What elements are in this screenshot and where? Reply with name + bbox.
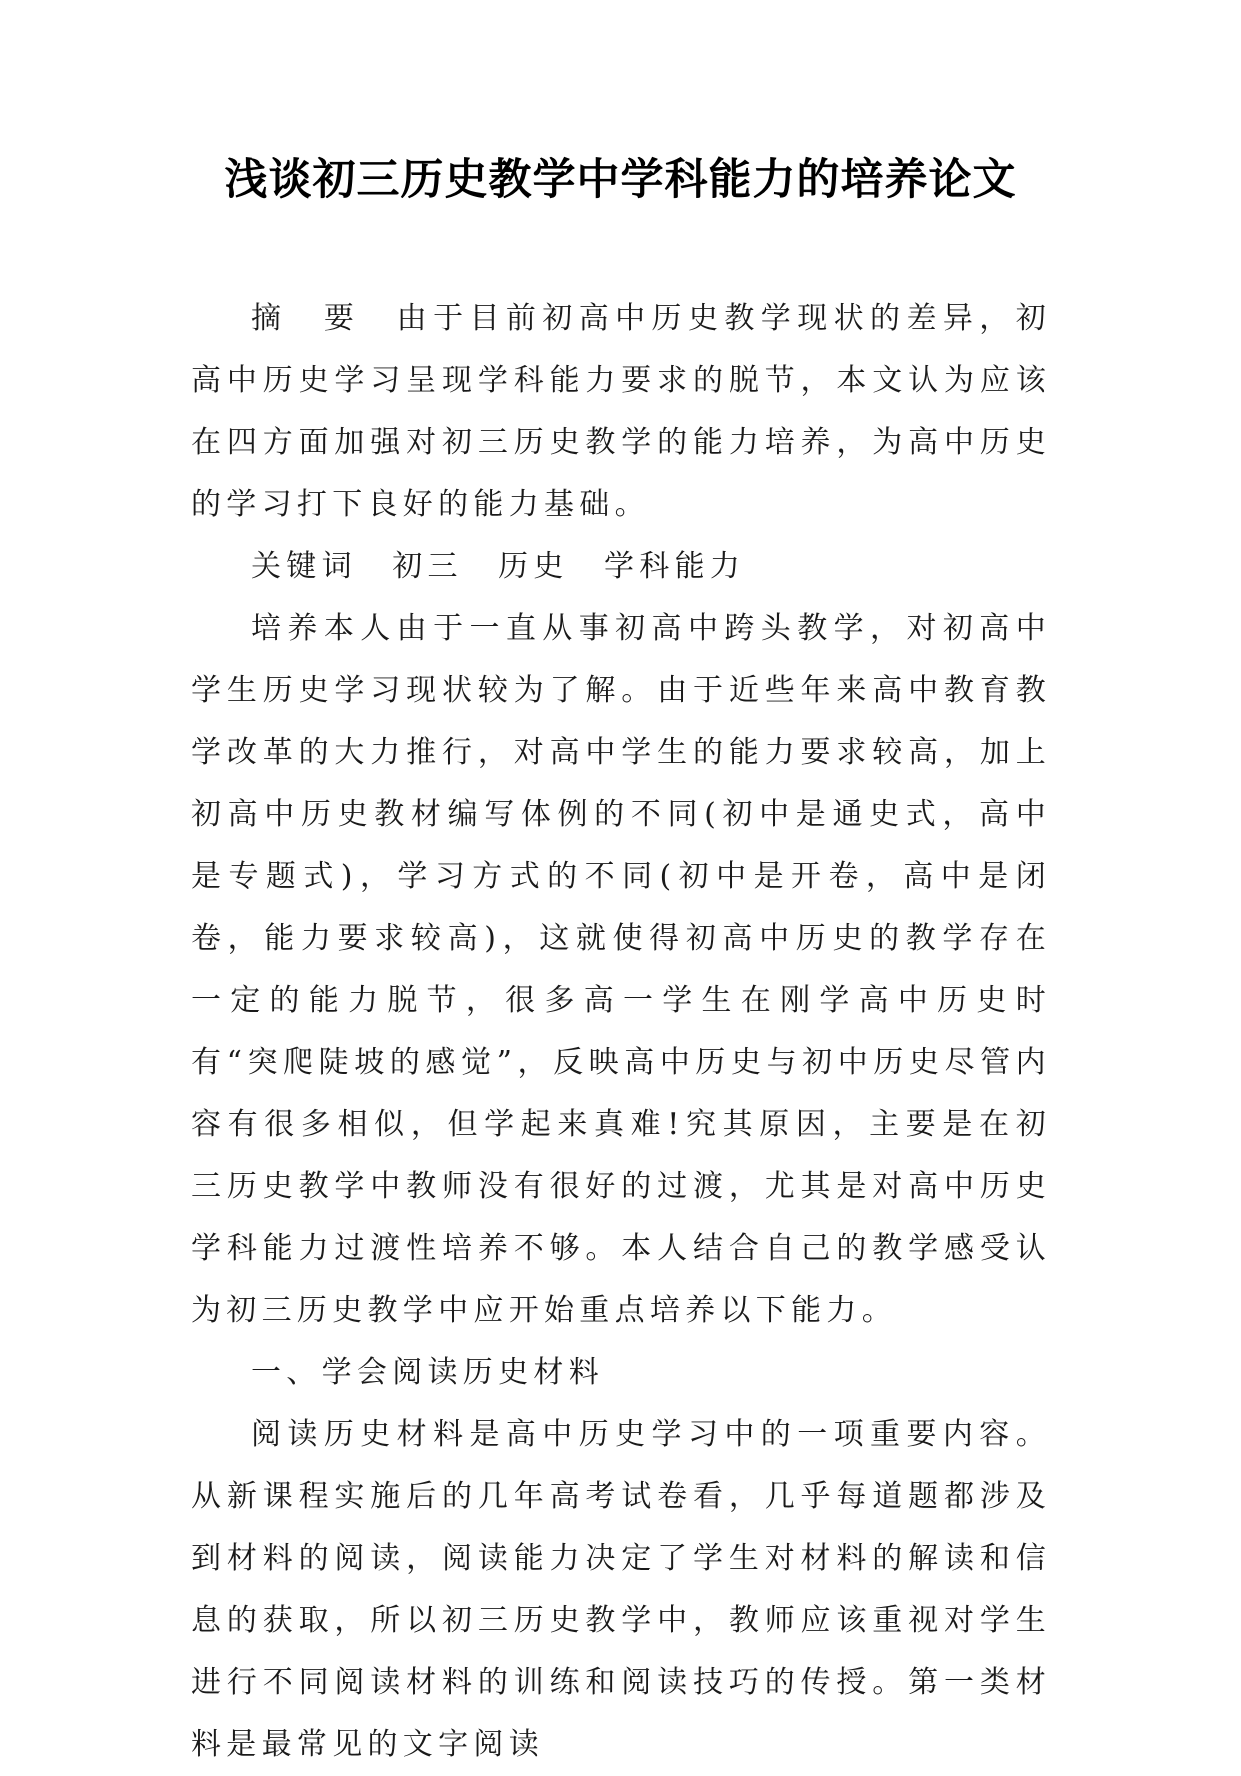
body-paragraph: 阅读历史材料是高中历史学习中的一项重要内容。从新课程实施后的几年高考试卷看，几乎每道题都涉及到材料的阅读，阅读能力决定了学生对材料的解读和信息的获取，所以初三历史教学中，教师应该重视对学生进行不同阅读材料的训练和阅读技巧的传授。第一类材料是最常见的文字阅读	[191, 1417, 1051, 1762]
abstract-paragraph: 摘 要 由于目前初高中历史教学现状的差异，初高中历史学习呈现学科能力要求的脱节，本文认为应该在四方面加强对初三历史教学的能力培养，为高中历史的学习打下良好的能力基础。	[191, 301, 1051, 522]
document-body	[191, 288, 1051, 1776]
document-title: 浅谈初三历史教学中学科能力的培养论文	[224, 155, 1017, 205]
keywords-line: 关键词 初三 历史 学科能力	[251, 549, 746, 584]
section-heading: 一、学会阅读历史材料	[251, 1355, 604, 1390]
body-paragraph: 培养本人由于一直从事初高中跨头教学，对初高中学生历史学习现状较为了解。由于近些年来高中教育教学改革的大力推行，对高中学生的能力要求较高，加上初高中历史教材编写体例的不同(初中是通史式，高中是专题式)，学习方式的不同(初中是开卷，高中是闭卷，能力要求较高)，这就使得初高中历史的教学存在一定的能力脱节，很多高一学生在刚学高中历史时有“突爬陡坡的感觉”，反映高中历史与初中历史尽管内容有很多相似，但学起来真难!究其原因，主要是在初三历史教学中教师没有很好的过渡，尤其是对高中历史学科能力过渡性培养不够。本人结合自己的教学感受认为初三历史教学中应开始重点培养以下能力。	[191, 611, 1051, 1328]
